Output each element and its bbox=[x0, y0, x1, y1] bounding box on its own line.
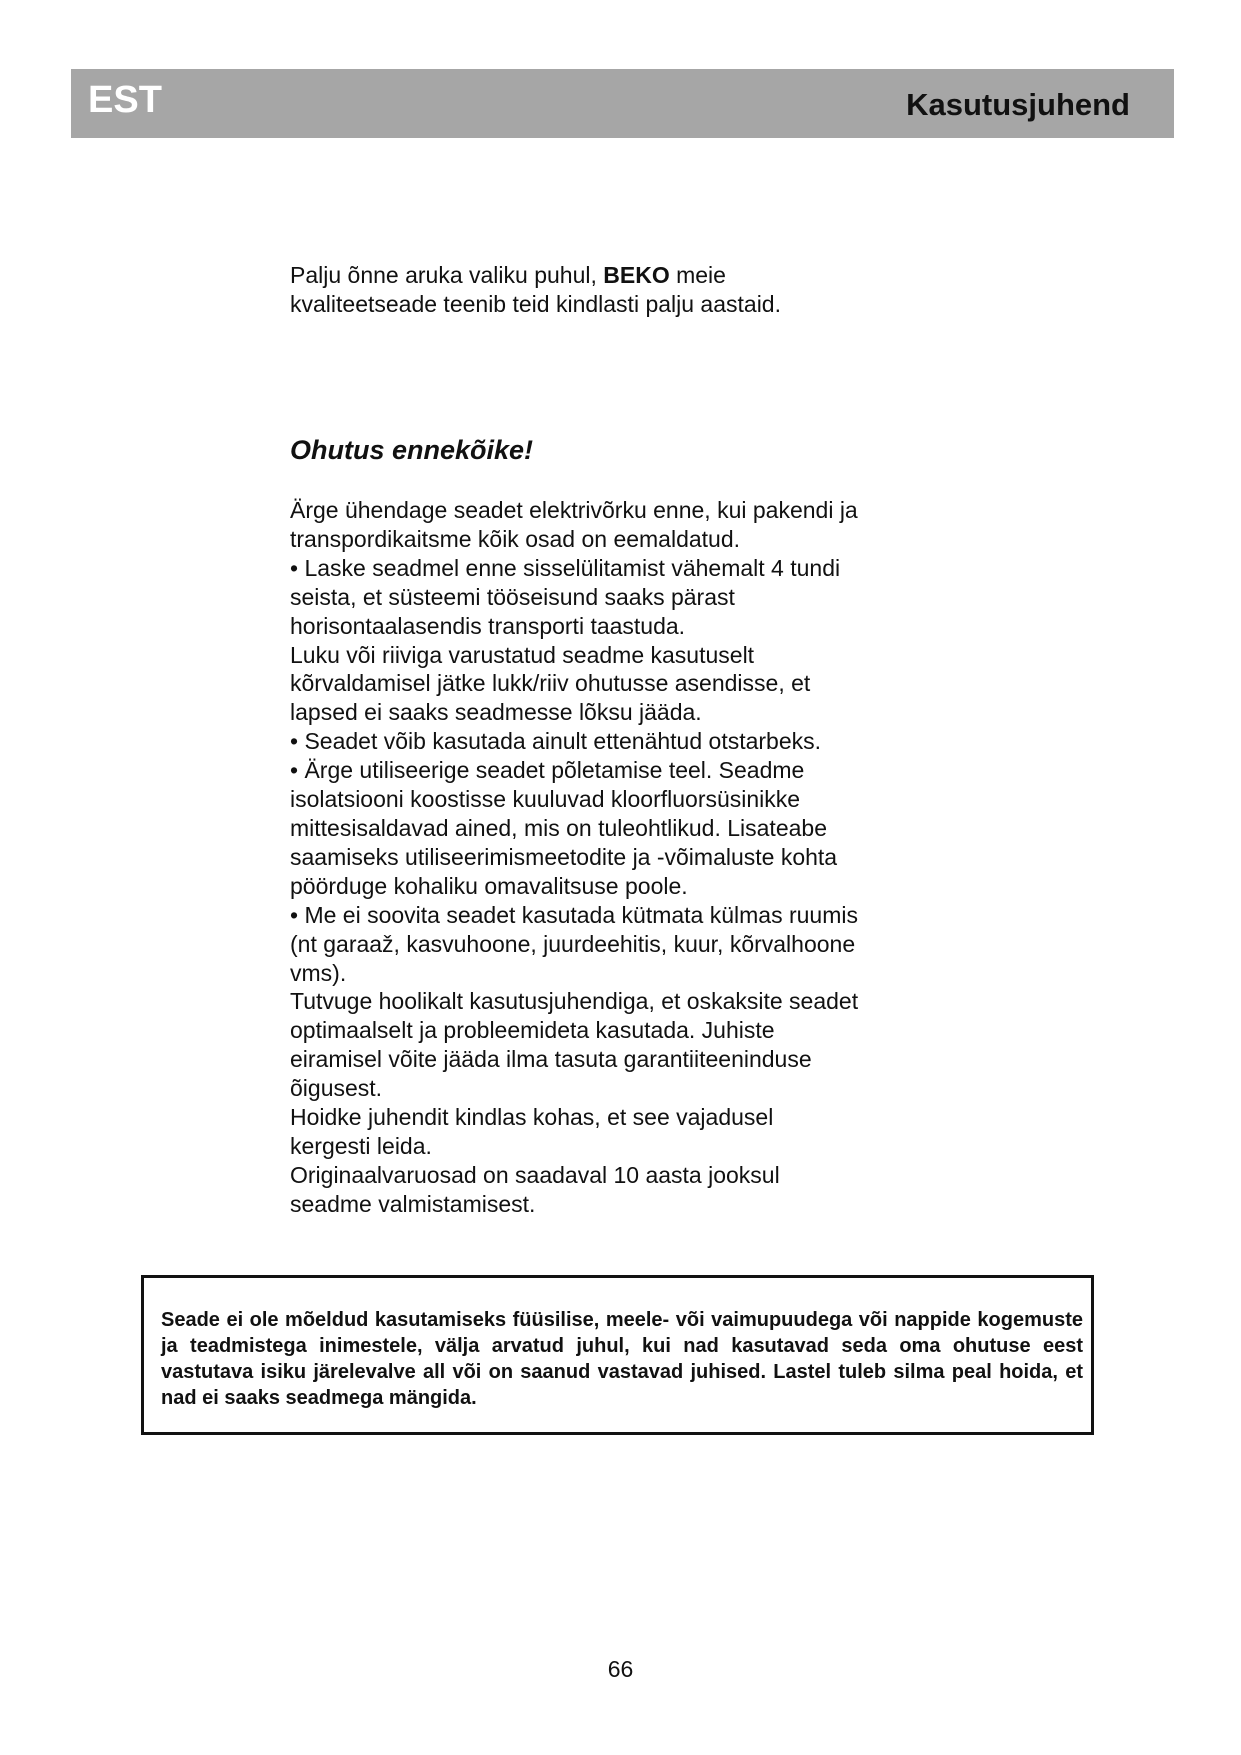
safety-line: seadme valmistamisest. bbox=[290, 1190, 536, 1217]
intro-text-line2: kvaliteetseade teenib teid kindlasti palju aastaid. bbox=[290, 291, 781, 317]
language-code: EST bbox=[88, 79, 162, 121]
brand-name: BEKO bbox=[603, 262, 670, 288]
safety-line: (nt garaaž, kasvuhoone, juurdeehitis, kuur, kõrvalhoone bbox=[290, 930, 856, 957]
intro-text-end: meie bbox=[669, 262, 726, 288]
safety-line: pöörduge kohaliku omavalitsuse poole. bbox=[290, 872, 688, 899]
safety-line: saamiseks utiliseerimismeetodite ja -võimaluste kohta bbox=[290, 843, 838, 870]
safety-heading: Ohutus ennekõike! bbox=[290, 435, 534, 465]
document-title: Kasutusjuhend bbox=[906, 87, 1130, 122]
safety-line: transpordikaitsme kõik osad on eemaldatud. bbox=[290, 525, 741, 552]
warning-notice-box bbox=[141, 1275, 1094, 1435]
safety-line: eiramisel võite jääda ilma tasuta garantiiteeninduse bbox=[290, 1046, 812, 1073]
safety-line: Luku või riiviga varustatud seadme kasutuselt bbox=[290, 641, 755, 668]
safety-line: Ärge ühendage seadet elektrivõrku enne, kui pakendi ja bbox=[290, 497, 858, 523]
safety-line: • Ärge utiliseerige seadet põletamise teel. Seadme bbox=[290, 757, 805, 784]
safety-line: lapsed ei saaks seadmesse lõksu jääda. bbox=[290, 699, 702, 726]
intro-paragraph bbox=[290, 261, 940, 319]
safety-line: kergesti leida. bbox=[290, 1132, 432, 1159]
page-number: 66 bbox=[607, 1656, 634, 1682]
safety-line: isolatsiooni koostisse kuuluvad kloorfluorsüsinikke bbox=[290, 786, 801, 813]
safety-line: mittesisaldavad ained, mis on tuleohtlikud. Lisateabe bbox=[290, 814, 827, 841]
safety-line: • Seadet võib kasutada ainult ettenähtud otstarbeks. bbox=[290, 728, 822, 755]
safety-line: • Laske seadmel enne sisselülitamist vähemalt 4 tundi bbox=[290, 554, 841, 581]
safety-line: Hoidke juhendit kindlas kohas, et see vajadusel bbox=[290, 1104, 774, 1131]
safety-line: horisontaalasendis transporti taastuda. bbox=[290, 612, 686, 639]
safety-line: kõrvaldamisel jätke lukk/riiv ohutusse asendisse, et bbox=[290, 670, 811, 697]
intro-text-start: Palju õnne aruka valiku puhul, bbox=[290, 262, 604, 288]
warning-notice-text: Seade ei ole mõeldud kasutamiseks füüsilise, meele- või vaimupuudega või nappide kogemuste ja teadmistega inimestele, välja arvatud juhul, kui nad kasutavad seda oma ohutuse eest vastutava isiku järelevalve all või on saanud vastavad juhised. Lastel tuleb silma peal hoida, et nad ei saaks seadmega mängida. bbox=[161, 1309, 1083, 1409]
safety-line: õigusest. bbox=[290, 1075, 383, 1102]
safety-instructions bbox=[290, 496, 940, 1219]
header-bar bbox=[71, 69, 1174, 138]
safety-line: • Me ei soovita seadet kasutada kütmata külmas ruumis bbox=[290, 901, 858, 928]
safety-line: Originaalvaruosad on saadaval 10 aasta jooksul bbox=[290, 1161, 780, 1188]
safety-line: vms). bbox=[290, 959, 347, 986]
safety-line: seista, et süsteemi tööseisund saaks pärast bbox=[290, 583, 735, 610]
safety-line: Tutvuge hoolikalt kasutusjuhendiga, et oskaksite seadet bbox=[290, 988, 859, 1015]
safety-line: optimaalselt ja probleemideta kasutada. Juhiste bbox=[290, 1017, 775, 1044]
